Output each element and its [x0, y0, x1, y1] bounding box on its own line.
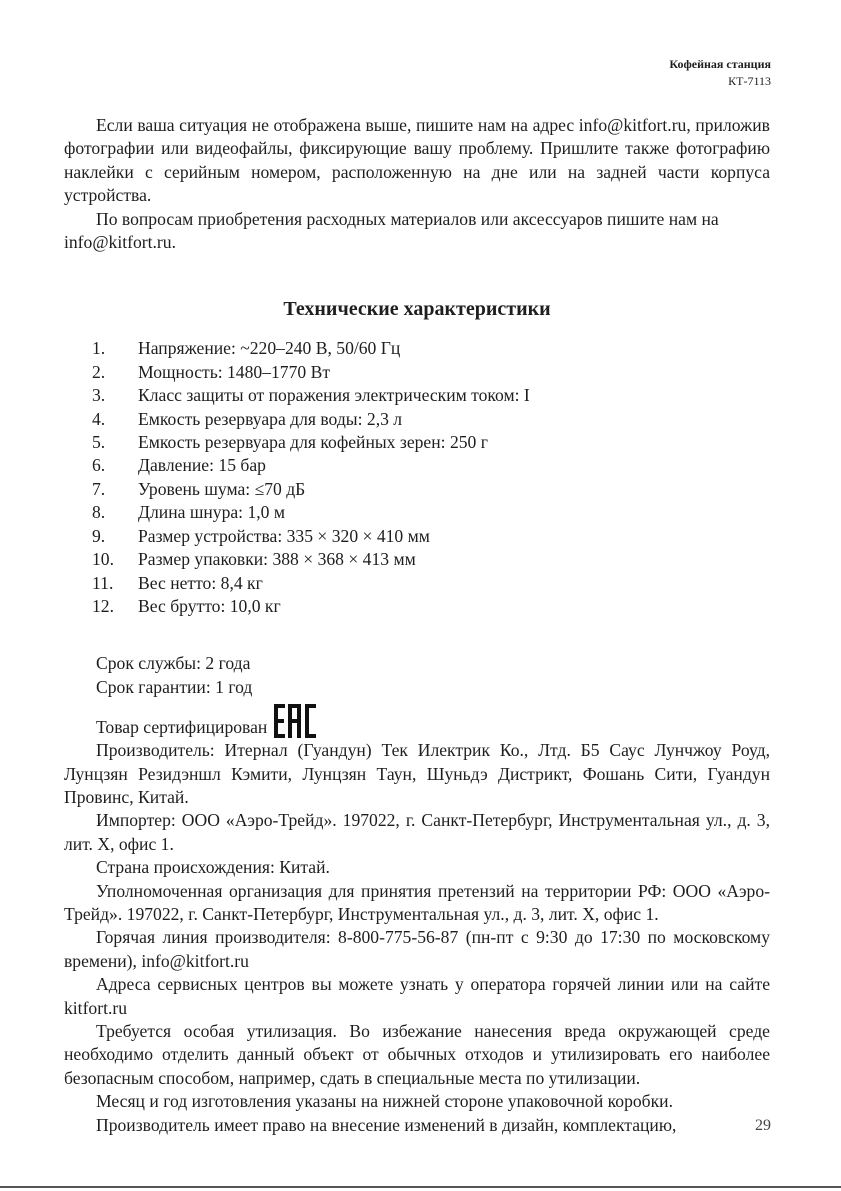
info-paragraph: Производитель имеет право на внесение изменений в дизайн, комплектацию,	[96, 1114, 677, 1135]
spec-number: 11.	[92, 572, 114, 593]
spec-item	[64, 431, 770, 454]
spec-number: 2.	[92, 361, 106, 382]
spec-item	[64, 525, 770, 548]
spec-number: 1.	[92, 338, 106, 359]
page-number: 29	[755, 1117, 771, 1134]
specs-heading: Технические характеристики	[283, 298, 551, 321]
spec-number: 7.	[92, 478, 106, 499]
spec-text: Размер упаковки: 388 × 368 × 413 мм	[138, 549, 416, 570]
header-product-title: Кофейная станция	[669, 57, 771, 71]
spec-number: 6.	[92, 455, 106, 476]
spec-item	[64, 595, 770, 618]
spec-item	[64, 548, 770, 571]
spec-text: Емкость резервуара для кофейных зерен: 250 г	[138, 432, 488, 453]
manufacturer-info	[64, 739, 770, 1137]
specs-list	[64, 337, 770, 618]
info-paragraph: Уполномоченная организация для принятия претензий на территории РФ: ООО «Аэро-Трейд». 197022, г. Санкт-Петербург, Инструментальная ул., д. 3, лит. Х, офис 1.	[64, 880, 770, 924]
certification-line	[64, 699, 770, 739]
warranty-text: Срок гарантии: 1 год	[96, 676, 253, 697]
info-paragraph: Месяц и год изготовления указаны на нижней стороне упаковочной коробки.	[96, 1091, 673, 1112]
spec-text: Напряжение: ~220–240 В, 50/60 Гц	[138, 338, 401, 359]
spec-text: Давление: 15 бар	[138, 455, 266, 476]
spec-text: Класс защиты от поражения электрическим током: I	[138, 385, 530, 406]
spec-number: 3.	[92, 385, 106, 406]
spec-number: 5.	[92, 432, 106, 453]
spec-number: 9.	[92, 525, 106, 546]
spec-number: 8.	[92, 502, 106, 523]
info-paragraph: Требуется особая утилизация. Во избежание нанесения вреда окружающей среде необходимо отделить данный объект от обычных отходов и утилизировать его наиболее безопасным способом, например, сдать в специальные места по утилизации.	[64, 1021, 770, 1088]
info-paragraph: Производитель: Итернал (Гуандун) Тек Илектрик Ко., Лтд. Б5 Саус Лунчжоу Роуд, Лунцзян Резидэншл Кэмити, Лунцзян Таун, Шуньдэ Дистрикт, Фошань Сити, Гуандун Провинс, Китай.	[64, 740, 770, 807]
spec-text: Вес нетто: 8,4 кг	[138, 572, 263, 593]
spec-item	[64, 501, 770, 524]
intro-paragraph: Если ваша ситуация не отображена выше, пишите нам на адрес info@kitfort.ru, приложив фотографии или видеофайлы, фиксирующие вашу проблему. Пришлите также фотографию наклейки с серийным номером, расположенную на дне или на задней части корпуса устройства.	[64, 115, 770, 206]
spec-item	[64, 384, 770, 407]
spec-item	[64, 337, 770, 360]
intro-paragraph: По вопросам приобретения расходных материалов или аксессуаров пишите нам на info@kitfort.ru.	[64, 208, 719, 253]
spec-item	[64, 408, 770, 431]
page-body	[64, 114, 770, 1137]
spec-text: Длина шнура: 1,0 м	[138, 502, 285, 523]
spec-number: 12.	[92, 595, 114, 616]
spec-text: Емкость резервуара для воды: 2,3 л	[138, 408, 403, 429]
spec-text: Вес брутто: 10,0 кг	[138, 595, 281, 616]
bottom-divider	[0, 1186, 841, 1188]
service-life-text: Срок службы: 2 года	[96, 653, 251, 674]
info-paragraph: Горячая линия производителя: 8-800-775-56-87 (пн-пт с 9:30 до 17:30 по московскому времени), info@kitfort.ru	[64, 927, 770, 971]
spec-item	[64, 478, 770, 501]
info-paragraph: Страна происхождения: Китай.	[96, 857, 330, 878]
spec-text: Размер устройства: 335 × 320 × 410 мм	[138, 525, 430, 546]
info-paragraph: Импортер: ООО «Аэро-Трейд». 197022, г. Санкт-Петербург, Инструментальная ул., д. 3, лит. Х, офис 1.	[64, 810, 770, 854]
spec-text: Мощность: 1480–1770 Вт	[138, 361, 331, 382]
spec-number: 4.	[92, 408, 106, 429]
certified-text: Товар сертифицирован	[96, 716, 268, 737]
running-header	[669, 56, 771, 90]
spec-number: 10.	[92, 549, 114, 570]
spec-item	[64, 454, 770, 477]
spec-text: Уровень шума: ≤70 дБ	[138, 478, 306, 499]
spec-item	[64, 572, 770, 595]
header-model-number: КТ-7113	[728, 74, 771, 88]
eac-logo-icon	[273, 701, 317, 741]
spec-item	[64, 361, 770, 384]
info-paragraph: Адреса сервисных центров вы можете узнать у оператора горячей линии или на сайте kitfort.ru	[64, 974, 770, 1018]
